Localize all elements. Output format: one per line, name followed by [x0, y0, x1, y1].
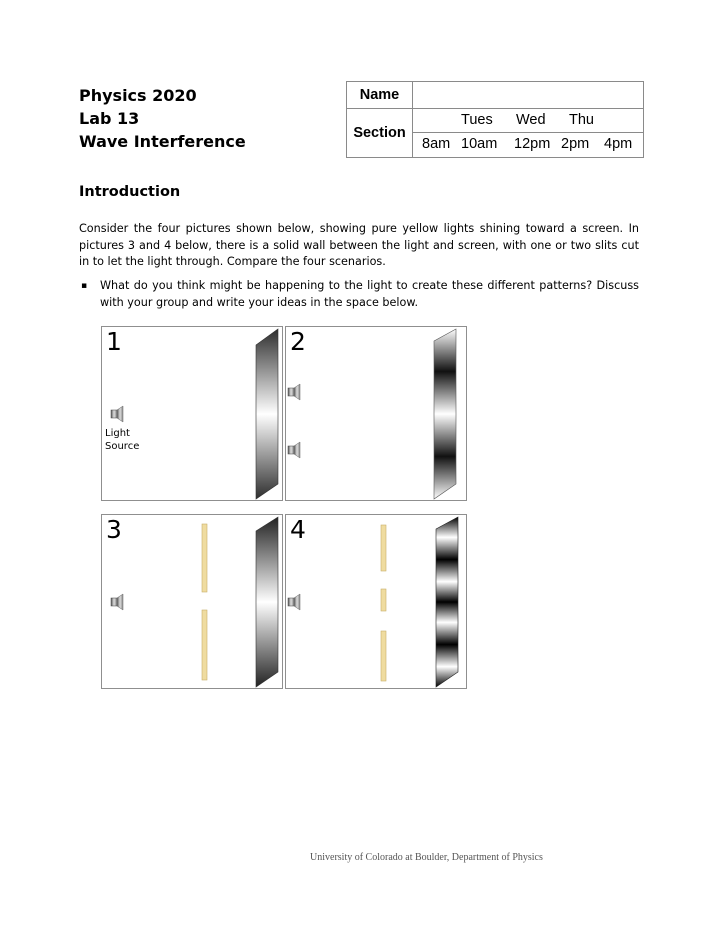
- time-8am[interactable]: 8am: [422, 136, 451, 152]
- screen-single-slit: [256, 517, 278, 687]
- section-label: Section: [347, 109, 413, 158]
- figure-number: 4: [290, 515, 306, 544]
- lab-number: Lab 13: [79, 109, 140, 128]
- light-source-icon: [111, 594, 123, 610]
- light-source-label: Light Source: [105, 428, 140, 452]
- screen-interference-pattern: [434, 329, 456, 499]
- day-tues[interactable]: Tues: [461, 112, 493, 128]
- wall-middle: [381, 589, 386, 611]
- time-10am[interactable]: 10am: [461, 136, 498, 152]
- figure-3-drawing: [102, 515, 282, 688]
- time-4pm[interactable]: 4pm: [604, 136, 633, 152]
- intro-paragraph: Consider the four pictures shown below, showing pure yellow lights shining toward a screen. In pictures 3 and 4 below, there is a solid wall between the light and screen, with one or two slits cut in to let the light through. Compare the four scenarios.: [79, 222, 639, 268]
- title-block: [79, 84, 246, 153]
- wall-top: [381, 525, 386, 571]
- bullet-icon: ▪: [81, 281, 88, 291]
- course-title: Physics 2020: [79, 86, 197, 105]
- day-thu[interactable]: Thu: [569, 112, 594, 128]
- bullet-question: [79, 278, 639, 311]
- time-2pm[interactable]: 2pm: [561, 136, 590, 152]
- light-source-icon: [288, 442, 300, 458]
- figure-number: 1: [106, 327, 122, 356]
- name-label: Name: [347, 82, 413, 109]
- figure-1-drawing: [102, 327, 282, 500]
- bullet-text: What do you think might be happening to the light to create these different patterns? Discuss with your group and write your ideas in the space below.: [100, 279, 639, 309]
- figure-1: [101, 326, 283, 501]
- light-source-icon: [288, 384, 300, 400]
- figure-3: [101, 514, 283, 689]
- screen-double-slit: [436, 517, 458, 687]
- figure-4-drawing: [286, 515, 466, 688]
- wall-bottom: [381, 631, 386, 681]
- section-heading: Introduction: [79, 184, 181, 200]
- student-info-table: [346, 81, 644, 158]
- page-footer: University of Colorado at Boulder, Department of Physics: [310, 852, 543, 863]
- name-field[interactable]: [413, 82, 644, 109]
- light-source-icon: [288, 594, 300, 610]
- figure-4: [285, 514, 467, 689]
- wall-lower: [202, 610, 207, 680]
- figure-2: [285, 326, 467, 501]
- section-days-row: [413, 109, 644, 133]
- screen-single-bright: [256, 329, 278, 499]
- day-wed[interactable]: Wed: [516, 112, 546, 128]
- light-source-icon: [111, 406, 123, 422]
- figure-number: 2: [290, 327, 306, 356]
- lab-topic: Wave Interference: [79, 132, 246, 151]
- figure-2-drawing: [286, 327, 466, 500]
- section-times-row: [413, 133, 644, 158]
- figure-number: 3: [106, 515, 122, 544]
- time-12pm[interactable]: 12pm: [514, 136, 551, 152]
- wall-upper: [202, 524, 207, 592]
